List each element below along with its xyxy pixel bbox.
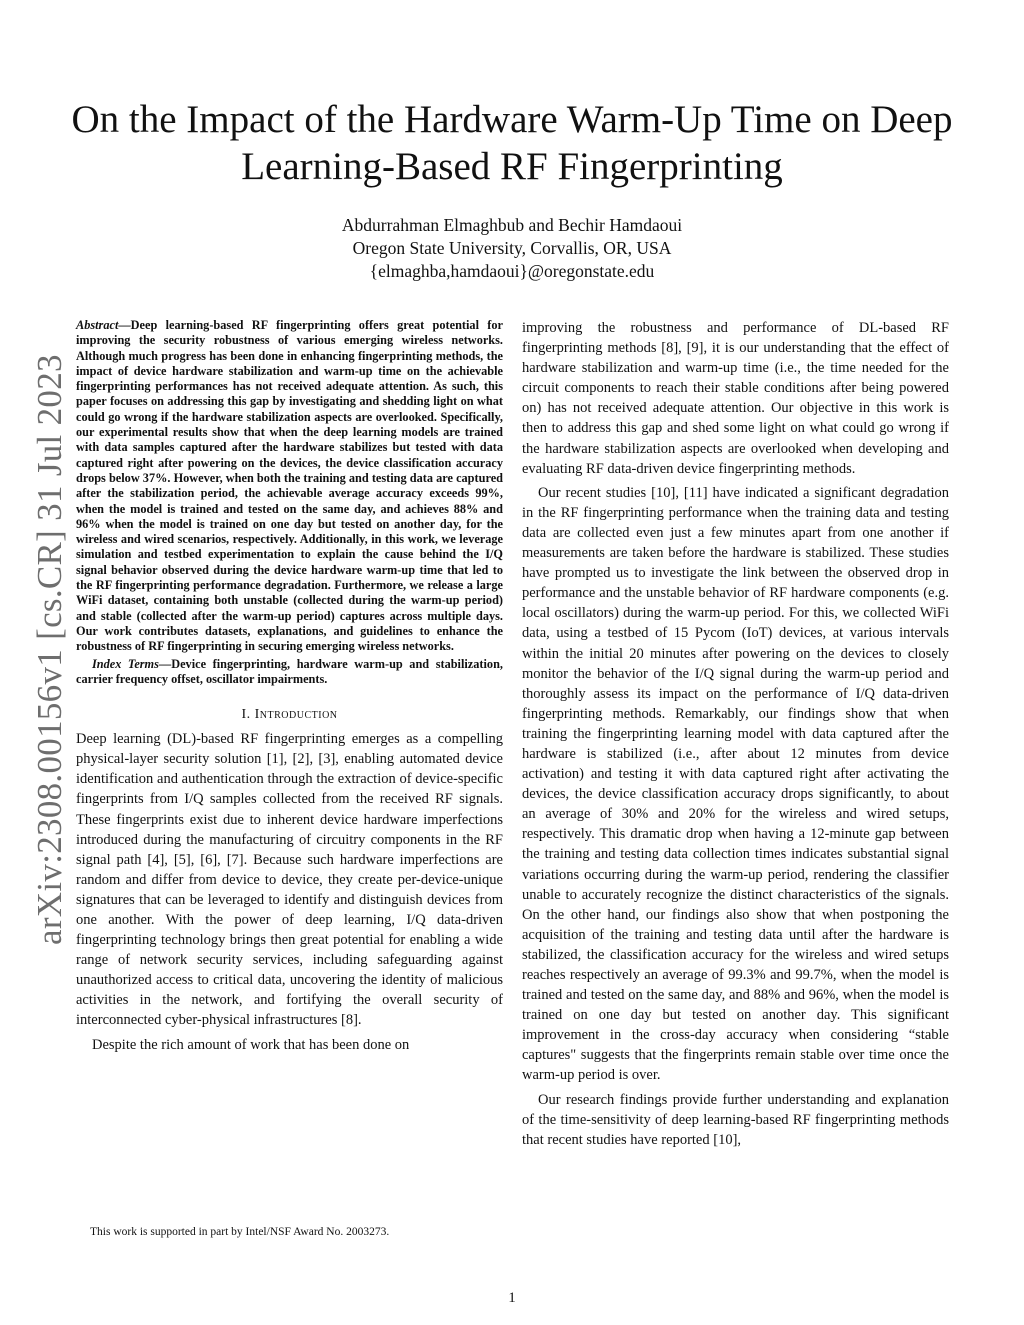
page-number: 1 [508,1290,516,1306]
right-paragraph-2: Our recent studies [10], [11] have indicated a significant degradation in the RF fingerprinting performance when the training data and testing data are collected even just a few minutes apart from one another if measurements are taken before the hardware is stabilized. These studies have prompted us to investigate the link between the observed drop in performance and the unstable behavior of RF hardware components (e.g. local oscillators) during the warm-up period. For this, we collected WiFi data, using a testbed of 15 Pycom (IoT) devices, at various intervals within the initial 20 minutes after powering on the devices to closely monitor the behavior of the I/Q signal during the warm-up period and thoroughly assess its impact on the performance of I/Q data-driven fingerprinting methods. Remarkably, our findings show that when training the fingerprinting learning model with data captured after the hardware is stabilized (i.e., after about 12 minutes from device activation) and testing it with data captured right after activating the devices, the device classification accuracy drops significantly, to about an average of 30% and 20% for the wireless and wired setups, respectively. This dramatic drop when having a 12-minute gap between the training and testing data collection times indicates substantial signal variations occurring during the warm-up period, rendering the classifier unable to accurately recognize the distinct characteristics of the signals. On the other hand, our findings also show that when postponing the acquisition of the training and testing data until after the hardware is stabilized, the classification accuracy for the wireless and wired setups reaches respectively an average of 99.3% and 99.7%, when the model is trained and tested on the same day, and 88% and 96%, when the model is trained on one day but tested on another day. This significant improvement in the cross-day accuracy when considering “stable captures" suggests that the fingerprints remain stable over time once the warm-up period is over. [522,484,949,1084]
intro-paragraph-1: Deep learning (DL)-based RF fingerprinting emerges as a compelling physical-layer security solution [1], [2], [3], enabling automated device identification and authentication through the extraction of device-specific fingerprints from I/Q samples collected from the received RF signals. These fingerprints exist due to inherent device hardware imperfections introduced during the manufacturing of circuitry components in the RF signal path [4], [5], [6], [7]. Because such hardware imperfections are random and differ from device to device, they create per-device-unique signatures that can be leveraged to identify and distinguish devices from one another. With the power of deep learning, I/Q data-driven fingerprinting technology brings then great potential for enabling a wide range of network security services, including safeguarding against unauthorized access to critical data, uncovering the identity of malicious activities in the network, and fortifying the overall security of interconnected cyber-physical infrastructures [8]. [76,731,503,1029]
author-names: Abdurrahman Elmaghbub and Bechir Hamdaoui [341,215,683,235]
abstract-text: —Deep learning-based RF fingerprinting offers great potential for improving the security robustness of various emerging wireless networks. Although much progress has been done in enhancing fingerprinting methods, the impact of device hardware stabilization and warm-up time on the achievable fingerprinting performances has not received adequate attention. As such, this paper focuses on addressing this gap by investigating and shedding light on what could go wrong if the hardware stabilization aspects are overlooked. Specifically, our experimental results show that when the deep learning models are trained with data samples captured after the hardware stabilizes but tested with data captured right after powering on the devices, the device classification accuracy drops below 37%. However, when both the training and testing data are captured after the stabilization period, the achievable average accuracy exceeds 99%, when the model is trained and tested on the same day, and achieves 88% and 96% when the model is trained on one day but tested on another day, for the wireless and wired scenarios, respectively. Additionally, in this work, we leverage simulation and testbed experimentation to explain the cause behind the I/Q signal behavior observed during the device hardware warm-up time that led to the RF fingerprinting performance degradation. Furthermore, we release a large WiFi dataset, containing both unstable (collected during the warm-up period) and stable (collected after the warm-up period) captures across multiple days. Our work contributes datasets, explanations, and guidelines to enhance the robustness of RF fingerprinting in securing emerging wireless networks. [76,318,503,654]
section-number: I. [241,707,251,723]
right-column [522,318,949,1150]
arxiv-identifier-stamp: arXiv:2308.00156v1 [cs.CR] 31 Jul 2023 [30,354,69,945]
index-terms-text: —Device fingerprinting, hardware warm-up and stabilization, carrier frequency offset, oscillator impairments. [76,656,503,686]
left-column [76,318,503,1055]
funding-footnote: This work is supported in part by Intel/NSF Award No. 2003273. [90,1226,390,1238]
intro-paragraph-2: Despite the rich amount of work that has been done on [92,1036,410,1053]
paper-title: On the Impact of the Hardware Warm-Up Time on Deep Learning-Based RF Fingerprinting [71,98,953,188]
author-block [200,214,824,283]
section-title: Introduction [254,707,338,723]
index-terms-lead: Index Terms [92,656,159,671]
author-affiliation: Oregon State University, Corvallis, OR, USA [352,238,672,258]
abstract-lead: Abstract [76,318,119,332]
section-heading-introduction [76,707,503,723]
right-paragraph-3: Our research findings provide further understanding and explanation of the time-sensitivity of deep learning-based RF fingerprinting methods that recent studies have reported [10], [522,1091,949,1148]
index-terms [76,657,503,688]
right-paragraph-1: improving the robustness and performance of DL-based RF fingerprinting methods [8], [9], it is our understanding that the effect of hardware stabilization and warm-up time (i.e., the time needed for the circuit components to reach their stable conditions after being powered on) has not received adequate attention. Our objective in this work is then to address this gap and shed some light on what could go wrong if the hardware stabilization aspects are overlooked when developing and evaluating RF data-driven device fingerprinting methods. [522,320,949,477]
abstract [76,318,503,655]
author-email: {elmaghba,hamdaoui}@oregonstate.edu [369,261,655,281]
